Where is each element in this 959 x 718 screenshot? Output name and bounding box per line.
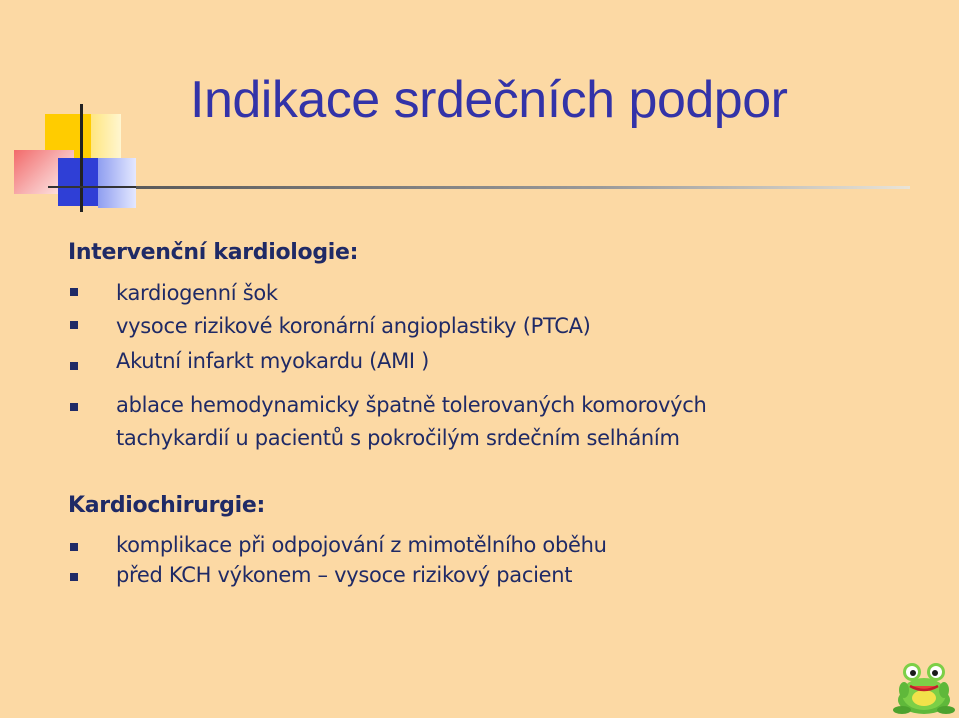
list-item: kardiogenní šok (116, 281, 278, 305)
list-item: ablace hemodynamicky špatně tolerovaných komorových (116, 393, 707, 417)
decor-yellow-fade (91, 114, 121, 160)
list-item: před KCH výkonem – vysoce rizikový pacient (116, 563, 573, 587)
square-bullet-icon (70, 288, 78, 296)
decor-blue-square (58, 158, 98, 206)
title-underline (136, 186, 910, 189)
section-heading-intervention: Intervenční kardiologie: (68, 240, 359, 265)
square-bullet-icon (70, 362, 78, 370)
decor-blue-fade (98, 158, 136, 208)
decor-horizontal-line-left (48, 186, 138, 188)
list-item: vysoce rizikové koronární angioplastiky (PTCA) (116, 314, 591, 338)
square-bullet-icon (70, 403, 78, 411)
square-bullet-icon (70, 321, 78, 329)
list-item: komplikace při odpojování z mimotělního oběhu (116, 533, 607, 557)
list-item: Akutní infarkt myokardu (AMI ) (116, 349, 430, 373)
decor-vertical-line (80, 104, 83, 212)
slide-title: Indikace srdečních podpor (190, 71, 788, 129)
section-heading-surgery: Kardiochirurgie: (68, 493, 265, 518)
square-bullet-icon (70, 573, 78, 581)
frog-clipart-icon (890, 650, 958, 718)
list-item-continuation: tachykardií u pacientů s pokročilým srdečním selháním (116, 426, 680, 450)
square-bullet-icon (70, 543, 78, 551)
